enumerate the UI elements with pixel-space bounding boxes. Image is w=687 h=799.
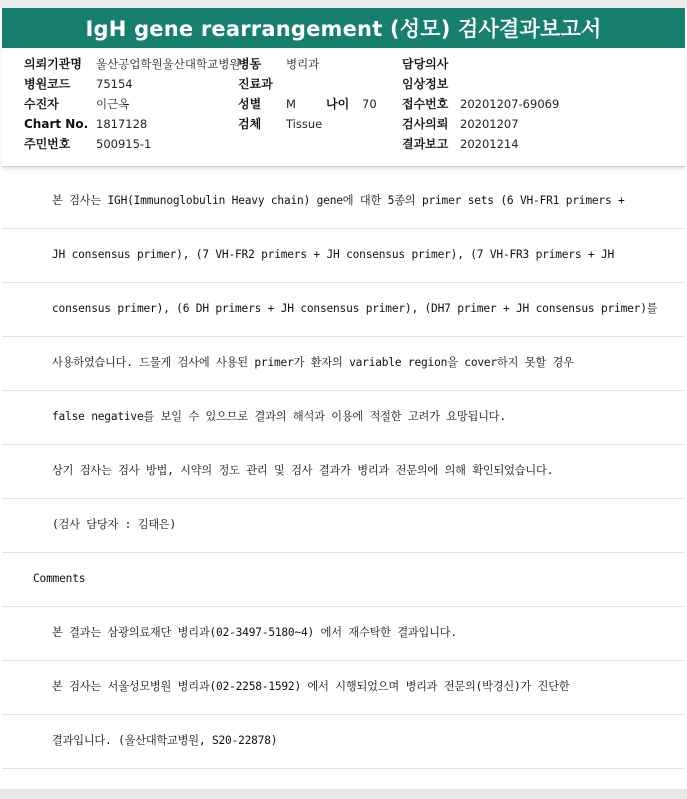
age-value: 70 <box>362 97 377 111</box>
institution-label: 의뢰기관명 <box>24 57 82 71</box>
body-line-text: JH consensus primer), (7 VH-FR2 primers + JH consensus primer), (7 VH-FR3 primers + JH <box>52 248 615 261</box>
comment-line <box>2 660 685 715</box>
specimen-value: Tissue <box>286 117 323 131</box>
header-row <box>2 114 685 134</box>
body-line <box>2 444 685 499</box>
receipt-no-value: 20201207-69069 <box>460 97 560 111</box>
body-line-text: 상기 검사는 검사 방법, 시약의 정도 관리 및 검사 결과가 병리과 전문의에 의해 확인되었습니다. <box>52 464 554 477</box>
doctor-label: 담당의사 <box>402 57 449 71</box>
comment-line-text: 본 검사는 서울성모병원 병리과(02-2258-1592) 에서 시행되었으며 병리과 전문의(박경신)가 진단한 <box>52 680 570 693</box>
body-line-text: consensus primer), (6 DH primers + JH consensus primer), (DH7 primer + JH consensus primer)를 <box>52 302 658 315</box>
header-row <box>2 74 685 94</box>
bottom-strip <box>0 789 687 799</box>
comment-line <box>2 606 685 661</box>
comment-line <box>2 714 685 769</box>
patient-value: 이근옥 <box>96 97 130 111</box>
comments-heading-text: Comments <box>33 572 86 585</box>
body-line <box>2 498 685 553</box>
receipt-no-label: 접수번호 <box>402 97 449 111</box>
resident-no-value: 500915-1 <box>96 137 152 151</box>
body-line-text: 본 검사는 IGH(Immunoglobulin Heavy chain) gene에 대한 5종의 primer sets (6 VH-FR1 primers + <box>52 194 625 207</box>
chart-no-label: Chart No. <box>24 117 89 131</box>
report-body <box>2 174 685 768</box>
body-line <box>2 174 685 229</box>
body-line <box>2 282 685 337</box>
hospital-code-label: 병원코드 <box>24 77 71 91</box>
comment-line-text: 결과입니다. (울산대학교병원, S20-22878) <box>52 734 278 747</box>
department-label: 진료과 <box>238 77 273 91</box>
body-line <box>2 336 685 391</box>
top-strip <box>0 0 687 8</box>
sex-label: 성별 <box>238 97 262 111</box>
ward-label: 병동 <box>238 57 262 71</box>
header-row <box>2 134 685 154</box>
body-line <box>2 228 685 283</box>
resident-no-label: 주민번호 <box>24 137 71 151</box>
header-row <box>2 54 685 74</box>
request-date-value: 20201207 <box>460 117 519 131</box>
body-line-text: (검사 담당자 : 김태은) <box>52 518 177 531</box>
specimen-label: 검체 <box>238 117 262 131</box>
report-title: IgH gene rearrangement (성모) 검사결과보고서 <box>2 8 685 48</box>
ward-value: 병리과 <box>286 57 320 71</box>
header-row <box>2 94 685 114</box>
body-line <box>2 390 685 445</box>
report-date-value: 20201214 <box>460 137 519 151</box>
hospital-code-value: 75154 <box>96 77 133 91</box>
clinical-info-label: 임상정보 <box>402 77 449 91</box>
patient-info-header <box>2 48 685 167</box>
report-date-label: 결과보고 <box>402 137 449 151</box>
body-line-text: false negative를 보일 수 있으므로 결과의 해석과 이용에 적절한 고려가 요망됩니다. <box>52 410 506 423</box>
institution-value: 울산공업학원울산대학교병원 <box>96 57 241 71</box>
age-label: 나이 <box>326 97 350 111</box>
comment-line-text: 본 결과는 삼광의료재단 병리과(02-3497-5180~4) 에서 재수탁한 결과입니다. <box>52 626 457 639</box>
comments-heading <box>2 552 685 607</box>
chart-no-value: 1817128 <box>96 117 148 131</box>
request-date-label: 검사의뢰 <box>402 117 449 131</box>
sex-value: M <box>286 97 296 111</box>
patient-label: 수진자 <box>24 97 59 111</box>
body-line-text: 사용하였습니다. 드물게 검사에 사용된 primer가 환자의 variable region을 cover하지 못할 경우 <box>52 356 574 369</box>
